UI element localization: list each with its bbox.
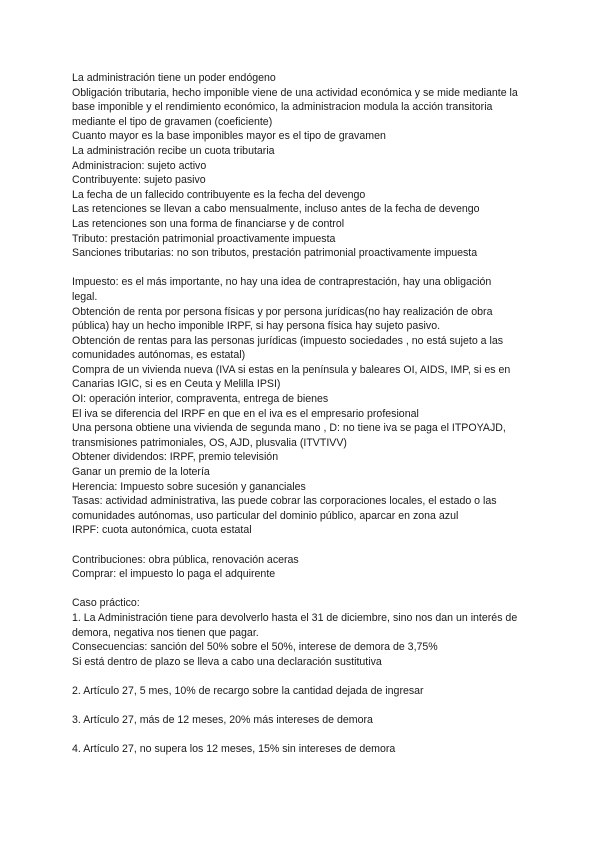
paragraph-gap: [72, 669, 532, 684]
text-line: Contribuyente: sujeto pasivo: [72, 174, 206, 187]
text-paragraph: Obligación tributaria, hecho imponible viene de una actividad económica y se mide mediante la base imponible y el rendimiento económico, la administracion modula la acción transitoria mediante el tipo de gravamen (coeficiente): [72, 86, 518, 128]
text-paragraph: Obtención de renta por persona físicas y por persona jurídicas(no hay realización de obra pública) hay un hecho imponible IRPF, si hay persona física hay sujeto pasivo.: [72, 305, 493, 333]
document-body: [72, 71, 532, 757]
text-line: OI: operación interior, compraventa, entrega de bienes: [72, 393, 329, 406]
text-paragraph: Impuesto: es el más importante, no hay una idea de contraprestación, hay una obligación legal.: [72, 276, 492, 303]
list-item: 4. Artículo 27, no supera los 12 meses, 15% sin intereses de demora: [72, 743, 396, 756]
text-line: La administración recibe un cuota tributaria: [72, 144, 275, 157]
text-line: Cuanto mayor es la base imponibles mayor es el tipo de gravamen: [72, 130, 386, 143]
paragraph-gap: [72, 538, 532, 553]
text-line: El iva se diferencia del IRPF en que en el iva es el empresario profesional: [72, 407, 419, 420]
text-paragraph: Compra de un vivienda nueva (IVA si estas en la península y baleares OI, AIDS, IMP, si es en Canarias IGIC, si es en Ceuta y Melilla IPSI): [72, 363, 511, 391]
text-line: Administracion: sujeto activo: [72, 159, 207, 172]
text-line: La fecha de un fallecido contribuyente es la fecha del devengo: [72, 188, 366, 201]
paragraph-gap: [72, 699, 532, 714]
text-line: Sanciones tributarias: no son tributos, prestación patrimonial proactivamente impuesta: [72, 247, 478, 260]
paragraph-gap: [72, 582, 532, 597]
text-line: Ganar un premio de la lotería: [72, 466, 210, 479]
list-item: 2. Artículo 27, 5 mes, 10% de recargo sobre la cantidad dejada de ingresar: [72, 684, 424, 697]
text-paragraph: Una persona obtiene una vivienda de segunda mano , D: no tiene iva se paga el ITPOYAJD, transmisiones patrimoniales, OS, AJD, plusvalia (ITVTIVV): [72, 422, 506, 449]
text-paragraph: 1. La Administración tiene para devolverlo hasta el 31 de diciembre, sino nos dan un interés de demora, negativa nos tienen que pagar.: [72, 611, 518, 639]
text-line: Comprar: el impuesto lo paga el adquirente: [72, 568, 276, 581]
paragraph-gap: [72, 261, 532, 276]
paragraph-gap: [72, 728, 532, 743]
text-line: Las retenciones se llevan a cabo mensualmente, incluso antes de la fecha de devengo: [72, 203, 480, 216]
text-line: Obtener dividendos: IRPF, premio televisión: [72, 451, 279, 464]
text-line: Las retenciones son una forma de financiarse y de control: [72, 217, 345, 230]
text-paragraph: Obtención de rentas para las personas jurídicas (impuesto sociedades , no está sujeto a las comunidades autónomas, es estatal): [72, 334, 504, 362]
text-line: Tributo: prestación patrimonial proactivamente impuesta: [72, 232, 336, 245]
text-line: Contribuciones: obra pública, renovación aceras: [72, 553, 299, 566]
list-item: 3. Artículo 27, más de 12 meses, 20% más intereses de demora: [72, 714, 373, 727]
text-line: Consecuencias: sanción del 50% sobre el 50%, interese de demora de 3,75%: [72, 641, 438, 654]
text-line: Herencia: Impuesto sobre sucesión y gananciales: [72, 480, 306, 493]
text-paragraph: Tasas: actividad administrativa, las puede cobrar las corporaciones locales, el estado o las comunidades autónomas, uso particular del dominio público, aparcar en zona azul: [72, 495, 497, 522]
section-heading: Caso práctico:: [72, 597, 140, 610]
text-line: IRPF: cuota autonómica, cuota estatal: [72, 524, 252, 537]
text-line: Si está dentro de plazo se lleva a cabo una declaración sustitutiva: [72, 655, 382, 668]
text-line: La administración tiene un poder endógeno: [72, 72, 276, 84]
